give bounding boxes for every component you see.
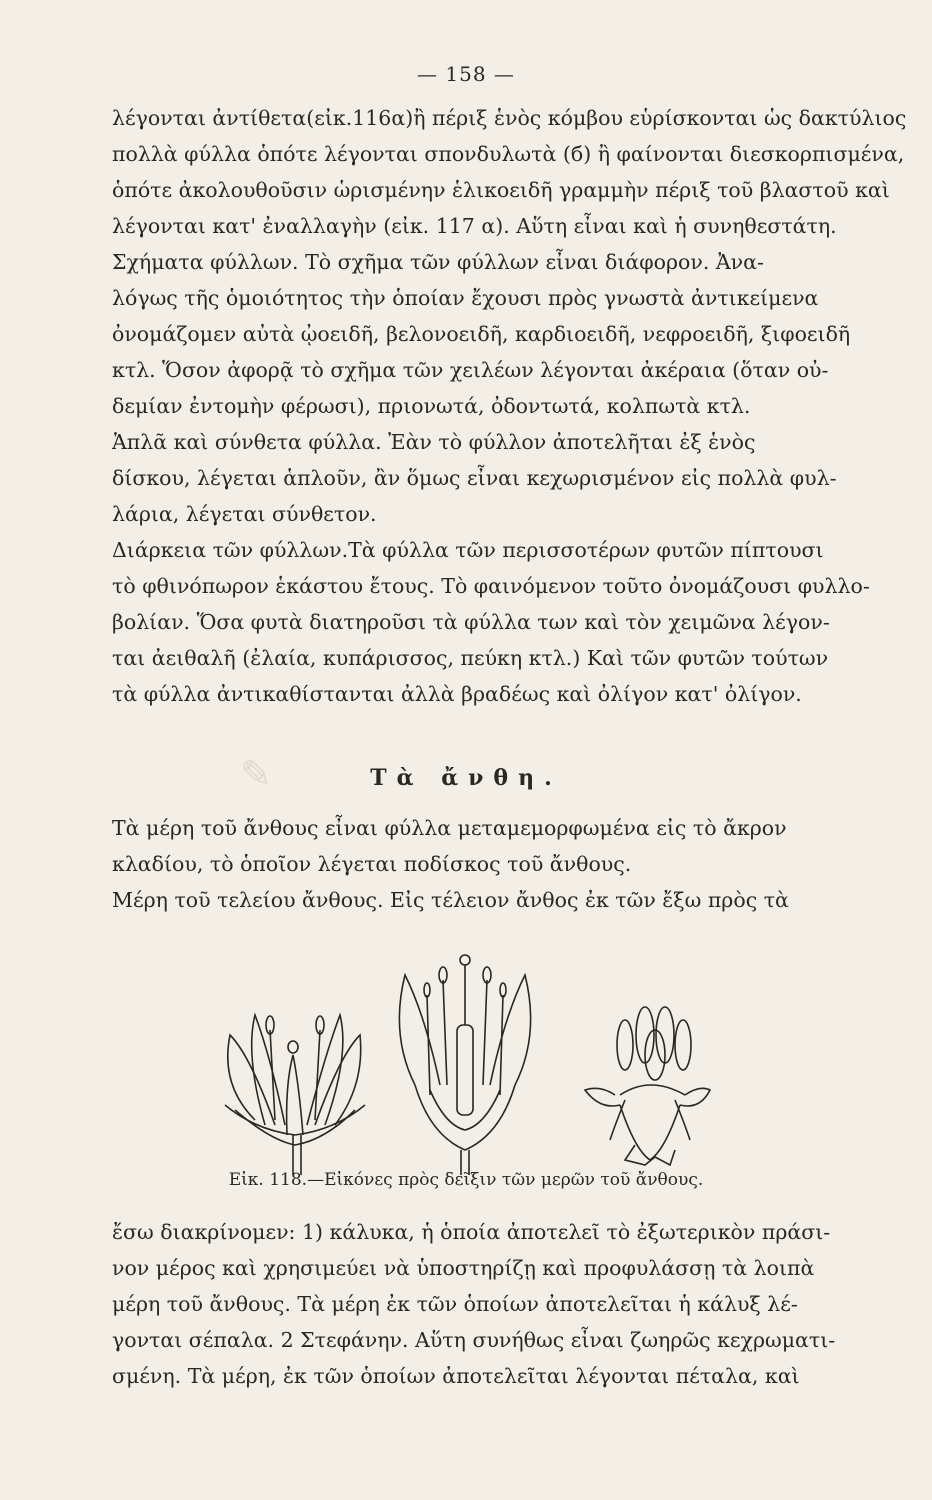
- text-line: δεμίαν ἐντομὴν φέρωσι), πριονωτά, ὀδοντωτά, κολπωτὰ κτλ.: [112, 394, 751, 418]
- flower-drawing-right: [585, 1007, 710, 1165]
- text-line: λέγονται ἀντίθετα(εἰκ.116α)ἢ πέριξ ἑνὸς κόμβου εὑρίσκονται ὡς δακτύλιος: [112, 106, 907, 130]
- text-line: ὀνομάζομεν αὐτὰ ᾠοειδῆ, βελονοειδῆ, καρδιοειδῆ, νεφροειδῆ, ξιφοειδῆ: [112, 322, 851, 346]
- text-line: λέγονται κατ' ἐναλλαγὴν (εἰκ. 117 α). Αὕτη εἶναι καὶ ἡ συνηθεστάτη.: [112, 214, 837, 238]
- text-line: τὰ φύλλα ἀντικαθίστανται ἀλλὰ βραδέως καὶ ὀλίγον κατ' ὀλίγον.: [112, 682, 802, 706]
- text-line: μέρη τοῦ ἄνθους. Τὰ μέρη ἐκ τῶν ὁποίων ἀποτελεῖται ἡ κάλυξ λέ-: [112, 1292, 798, 1316]
- text-line: δίσκου, λέγεται ἁπλοῦν, ἂν ὅμως εἶναι κεχωρισμένον εἰς πολλὰ φυλ-: [112, 466, 837, 490]
- text-line: λάρια, λέγεται σύνθετον.: [112, 502, 377, 526]
- text-line: νον μέρος καὶ χρησιμεύει νὰ ὑποστηρίζῃ καὶ προφυλάσσῃ τὰ λοιπὰ: [112, 1256, 815, 1280]
- text-line: Μέρη τοῦ τελείου ἄνθους. Εἰς τέλειον ἄνθος ἐκ τῶν ἔξω πρὸς τὰ: [112, 888, 789, 912]
- text-line: γονται σέπαλα. 2 Στεφάνην. Αὕτη συνήθως εἶναι ζωηρῶς κεχρωματι-: [112, 1328, 836, 1352]
- flower-illustration: [215, 935, 715, 1175]
- text-line: βολίαν. Ὅσα φυτὰ διατηροῦσι τὰ φύλλα των καὶ τὸν χειμῶνα λέγον-: [112, 610, 830, 634]
- section-leaves-text: [112, 100, 912, 712]
- text-line: σμένη. Τὰ μέρη, ἐκ τῶν ὁποίων ἀποτελεῖται λέγονται πέταλα, καὶ: [112, 1364, 800, 1388]
- faint-stamp-mark: ✎: [240, 752, 272, 796]
- text-line: Διάρκεια τῶν φύλλων.Τὰ φύλλα τῶν περισσοτέρων φυτῶν πίπτουσι: [112, 538, 824, 562]
- page-number: — 158 —: [417, 62, 515, 86]
- text-line: ὁπότε ἀκολουθοῦσιν ὡρισμένην ἑλικοειδῆ γραμμὴν πέριξ τοῦ βλαστοῦ καὶ: [112, 178, 890, 202]
- flower-drawing-left: [225, 1015, 365, 1175]
- section-flower-parts-text: [112, 1214, 912, 1394]
- text-line: ἔσω διακρίνομεν: 1) κάλυκα, ἡ ὁποία ἀποτελεῖ τὸ ἐξωτερικὸν πράσι-: [112, 1220, 831, 1244]
- text-line: Σχήματα φύλλων. Τὸ σχῆμα τῶν φύλλων εἶναι διάφορον. Ἀνα-: [112, 250, 764, 274]
- text-line: λόγως τῆς ὁμοιότητος τὴν ὁποίαν ἔχουσι πρὸς γνωστὰ ἀντικείμενα: [112, 286, 819, 310]
- text-line: τὸ φθινόπωρον ἑκάστου ἔτους. Τὸ φαινόμενον τοῦτο ὀνομάζουσι φυλλο-: [112, 574, 870, 598]
- text-line: Ἁπλᾶ καὶ σύνθετα φύλλα. Ἐὰν τὸ φύλλον ἀποτελῆται ἐξ ἑνὸς: [112, 430, 756, 454]
- section-flowers-text: [112, 810, 912, 918]
- text-line: κτλ. Ὅσον ἀφορᾷ τὸ σχῆμα τῶν χειλέων λέγονται ἀκέραια (ὅταν οὐ-: [112, 358, 829, 382]
- section-heading: Τὰ ἄνθη.: [370, 765, 562, 791]
- text-line: πολλὰ φύλλα ὁπότε λέγονται σπονδυλωτὰ (б) ἢ φαίνονται διεσκορπισμένα,: [112, 142, 905, 166]
- flower-drawing-center: [399, 955, 530, 1175]
- text-line: Τὰ μέρη τοῦ ἄνθους εἶναι φύλλα μεταμεμορφωμένα εἰς τὸ ἄκρον: [112, 816, 787, 840]
- text-line: κλαδίου, τὸ ὁποῖον λέγεται ποδίσκος τοῦ ἄνθους.: [112, 852, 632, 876]
- text-line: ται ἀειθαλῆ (ἐλαία, κυπάρισσος, πεύκη κτλ.) Καὶ τῶν φυτῶν τούτων: [112, 646, 829, 670]
- figure-caption: Εἰκ. 118.—Εἰκόνες πρὸς δεῖξιν τῶν μερῶν τοῦ ἄνθους.: [228, 1170, 704, 1190]
